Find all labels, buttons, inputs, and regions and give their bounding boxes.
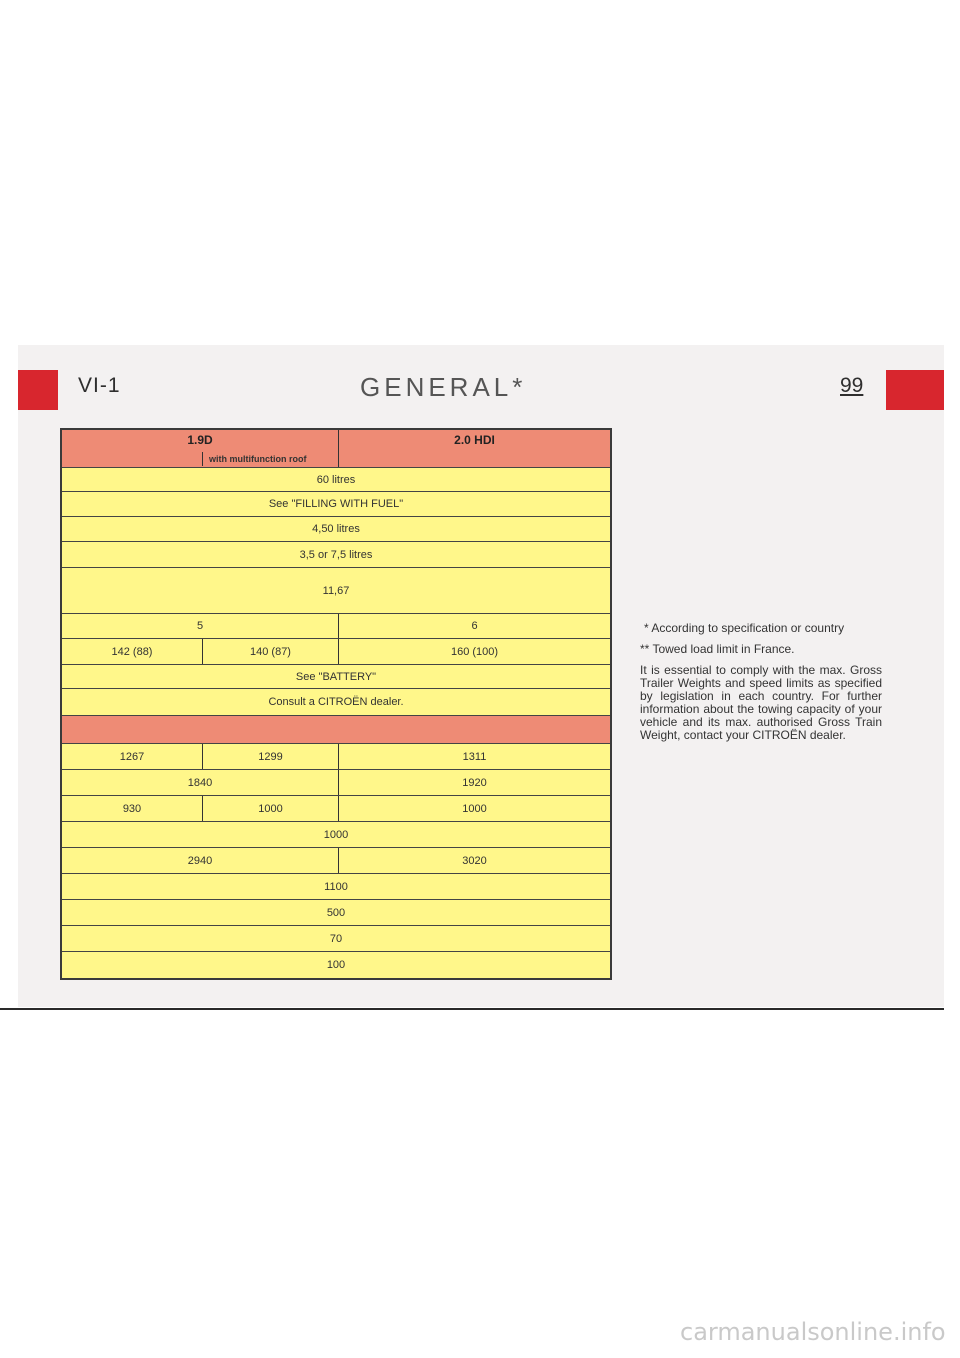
battery-cell: See "BATTERY" <box>295 670 377 683</box>
dealer-cell: Consult a CITROËN dealer. <box>268 696 404 708</box>
table-row <box>62 848 610 874</box>
footnote-specification: * According to specification or country <box>644 621 845 635</box>
table-row <box>62 689 610 716</box>
power-cell-a: 142 (88) <box>111 645 153 658</box>
table-row <box>62 770 610 796</box>
value-cell-3: 100 <box>326 959 346 971</box>
table-row <box>62 639 610 665</box>
footnote-towed-limit: ** Towed load limit in France. <box>640 642 795 656</box>
gears-cell-a: 5 <box>196 620 204 632</box>
table-row <box>62 744 610 770</box>
unbraked-cell: 1000 <box>323 828 349 841</box>
table-row <box>62 614 610 639</box>
value-cell-2: 70 <box>329 932 343 945</box>
table-row <box>62 796 610 822</box>
fuel-tank-cell: 60 litres <box>316 473 356 486</box>
train-cell-b: 3020 <box>338 848 610 873</box>
table-row <box>62 492 610 517</box>
table-row <box>62 926 610 952</box>
braked-cell-b: 1000 <box>202 796 338 821</box>
gross-cell-a: 1840 <box>187 776 213 789</box>
train-cell-a: 2940 <box>187 854 213 867</box>
page-title: GENERAL* <box>360 372 527 402</box>
page-divider <box>0 1008 944 1010</box>
table-row <box>62 900 610 926</box>
table-row <box>62 665 610 689</box>
table-header-row <box>62 430 610 468</box>
col-1-9d-sub: with multifunction roof <box>202 452 338 466</box>
table-row <box>62 822 610 848</box>
table-row <box>62 468 610 492</box>
oil-capacity-cell: 4,50 litres <box>312 523 360 535</box>
page-number: 99 <box>840 374 864 397</box>
power-cell-c: 160 (100) <box>338 639 610 664</box>
kerb-cell-a: 1267 <box>119 750 145 763</box>
col-2-0hdi: 2.0 HDI <box>338 430 610 467</box>
section-tab-right <box>886 370 944 410</box>
specs-table <box>60 428 612 980</box>
footnotes <box>640 622 882 750</box>
watermark: carmanualsonline.info <box>680 1318 946 1346</box>
fuel-type-cell: See "FILLING WITH FUEL" <box>268 498 404 510</box>
gross-cell-b: 1920 <box>338 770 610 795</box>
oil-change-cell: 3,5 or 7,5 litres <box>299 548 373 561</box>
power-cell-b: 140 (87) <box>202 639 338 664</box>
gears-cell-b: 6 <box>338 614 610 638</box>
value-cell-1: 500 <box>326 906 346 919</box>
table-row <box>62 542 610 568</box>
towed-cell: 1100 <box>324 880 348 893</box>
table-row <box>62 568 610 614</box>
table-band-row <box>62 716 610 744</box>
table-row <box>62 517 610 542</box>
kerb-cell-c: 1311 <box>338 744 610 769</box>
section-number: VI-1 <box>78 374 121 397</box>
section-tab-left <box>18 370 58 410</box>
braked-cell-a: 930 <box>122 802 142 815</box>
kerb-cell-b: 1299 <box>202 744 338 769</box>
towing-advice-text: It is essential to comply with the max. Gross Trailer Weights and speed limits as specified by legislation in each country. For further information about the towing capacity of your vehicle and its max. authorised Gross Train Weight, contact your CITROËN dealer. <box>640 663 882 742</box>
braked-cell-c: 1000 <box>338 796 610 821</box>
table-row <box>62 874 610 900</box>
turning-cell: 11,67 <box>322 584 350 597</box>
col-1-9d: 1.9D <box>187 433 213 447</box>
table-row <box>62 952 610 978</box>
